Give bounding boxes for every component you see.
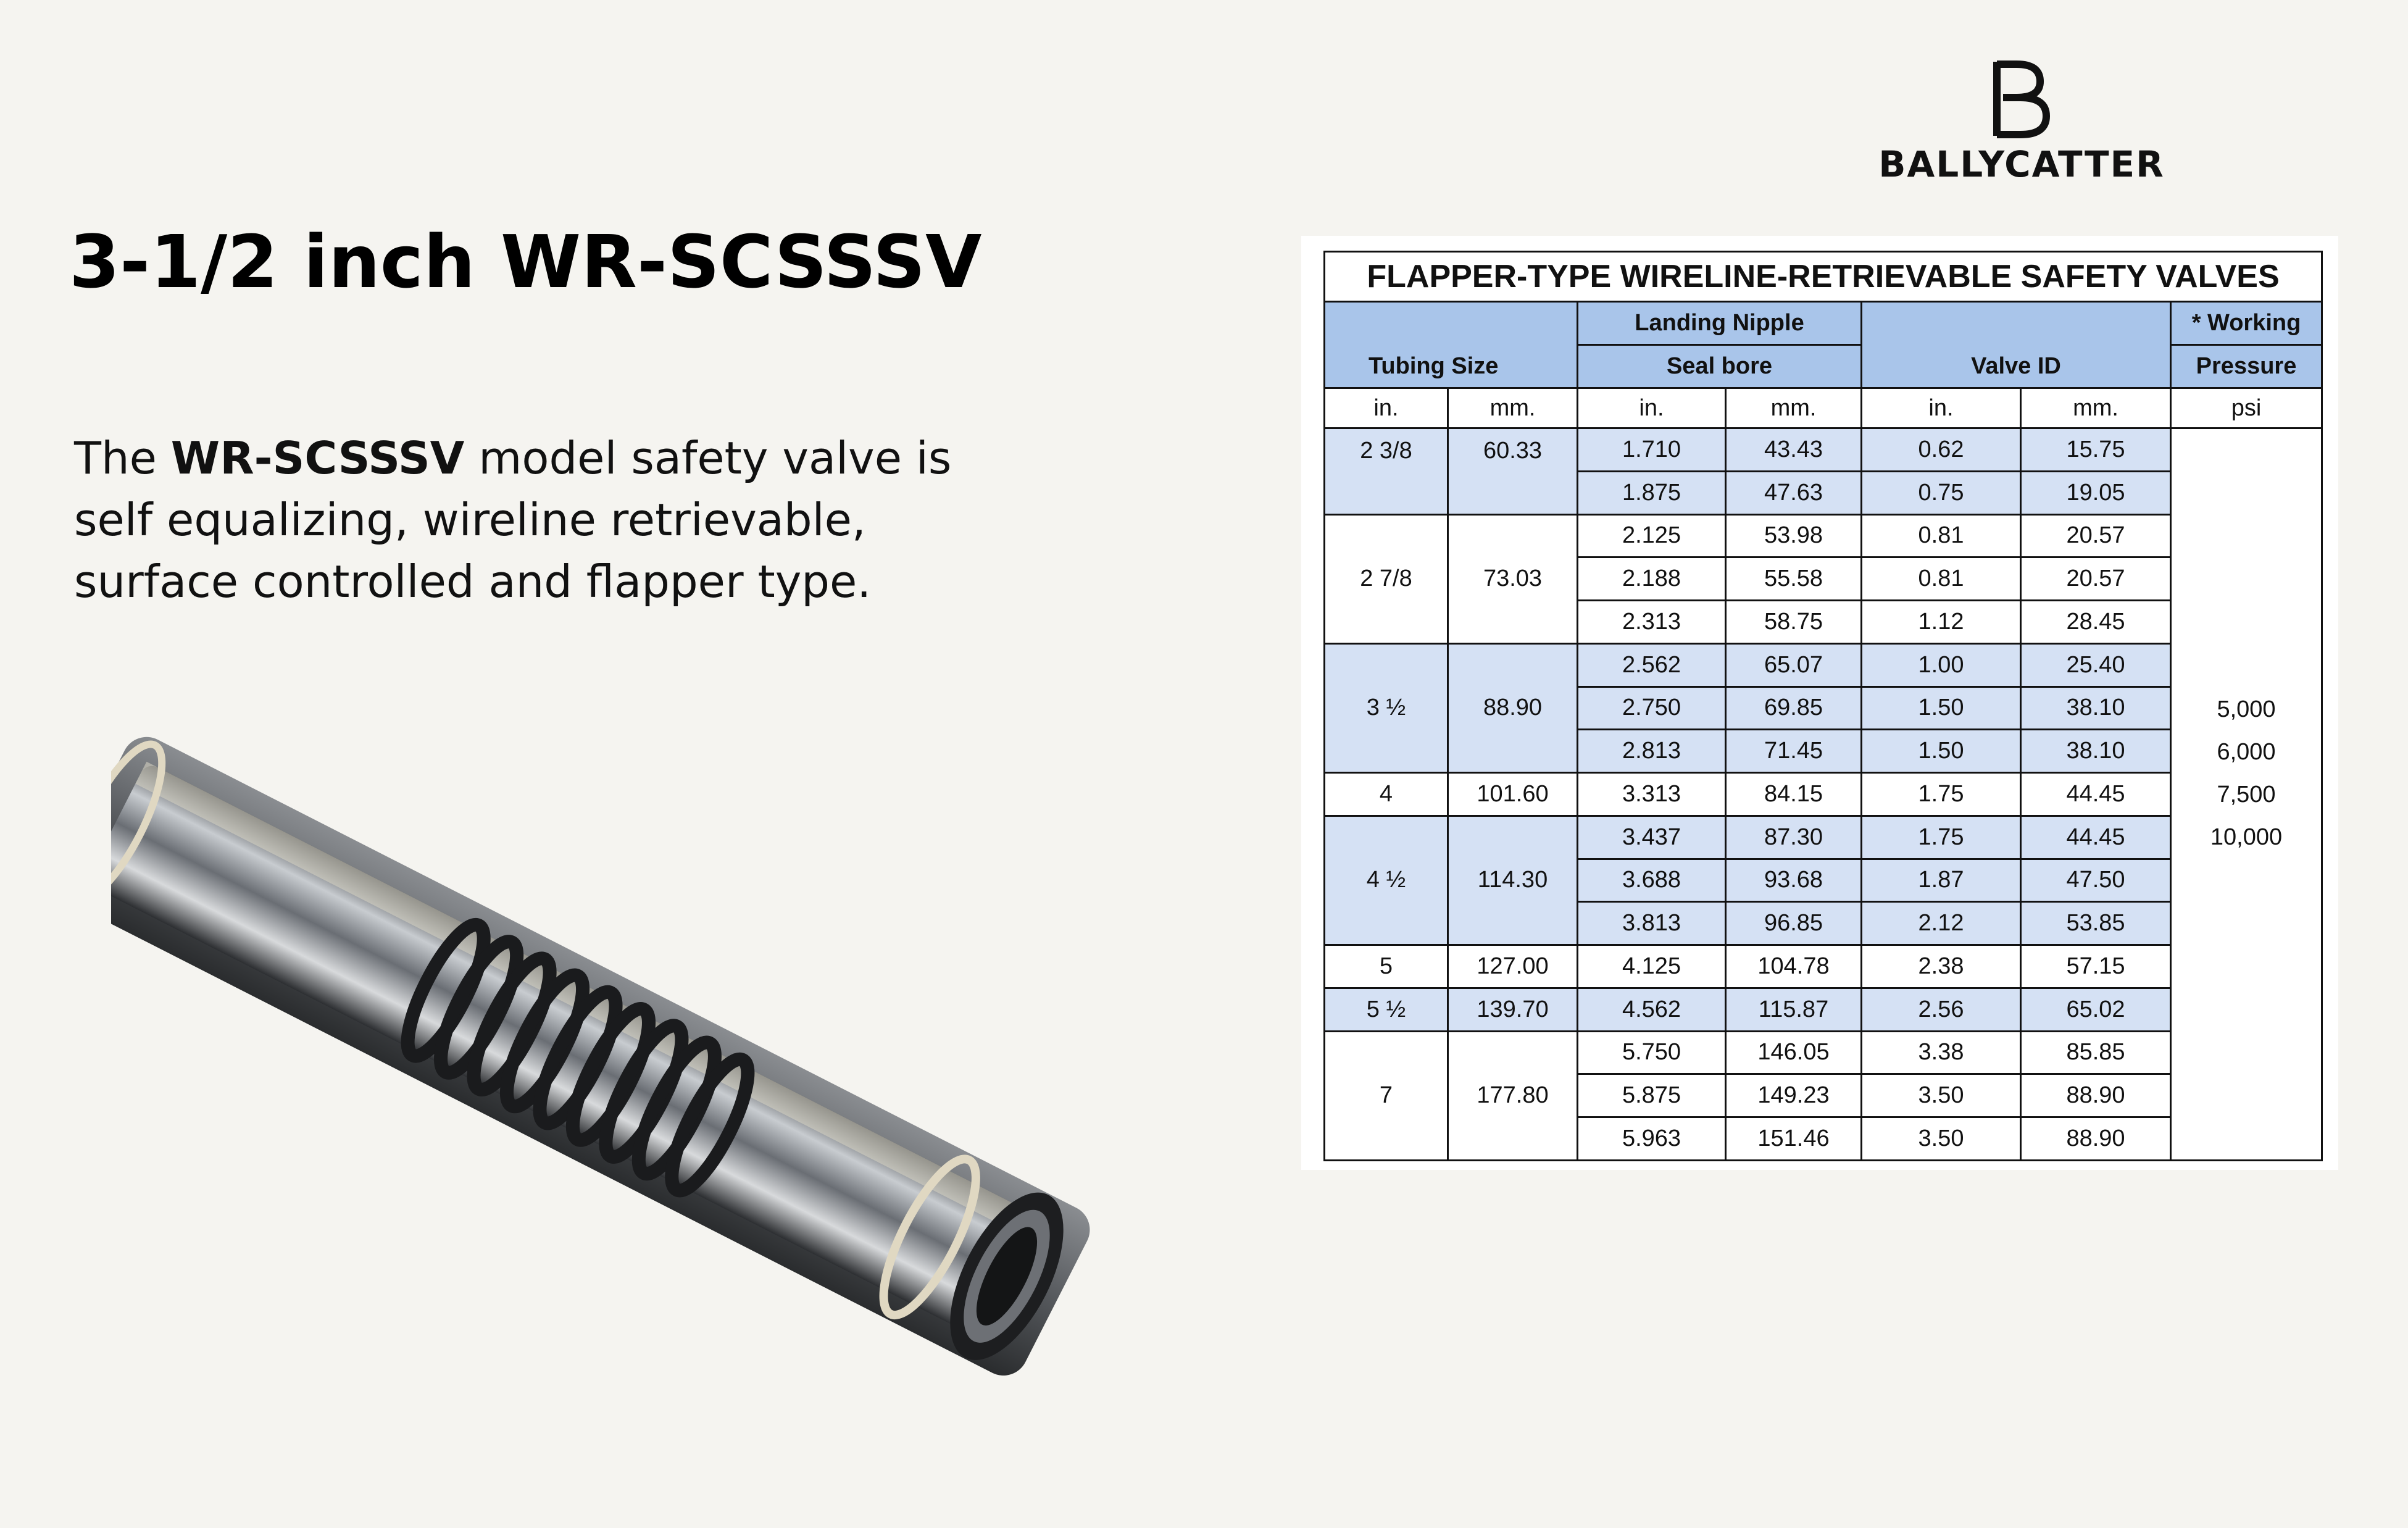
seal-bore-mm: 115.87 xyxy=(1726,988,1862,1031)
unit-cell: psi xyxy=(2171,388,2322,428)
valve-id-in: 3.50 xyxy=(1862,1074,2021,1117)
valve-id-in: 1.75 xyxy=(1862,773,2021,816)
pressure-value: 6,000 xyxy=(2217,739,2276,765)
unit-cell: in. xyxy=(1862,388,2021,428)
units-row xyxy=(1325,388,2322,428)
valve-id-mm: 47.50 xyxy=(2021,859,2171,902)
seal-bore-mm: 58.75 xyxy=(1726,601,1862,644)
valve-id-mm: 19.05 xyxy=(2021,471,2171,514)
tubing-size-mm: 73.03 xyxy=(1448,514,1578,643)
tubing-size-in: 3 ½ xyxy=(1325,643,1448,772)
valve-id-mm: 38.10 xyxy=(2021,730,2171,773)
tubing-size-in: 2 7/8 xyxy=(1325,514,1448,643)
tubing-size-in: 2 3/8 xyxy=(1325,428,1448,515)
valve-id-in: 3.38 xyxy=(1862,1031,2021,1074)
valve-id-mm: 25.40 xyxy=(2021,643,2171,687)
valve-id-in: 0.81 xyxy=(1862,557,2021,601)
seal-bore-mm: 146.05 xyxy=(1726,1031,1862,1074)
tubing-size-mm: 127.00 xyxy=(1448,945,1578,988)
seal-bore-mm: 149.23 xyxy=(1726,1074,1862,1117)
description xyxy=(74,427,969,612)
header-pressure: Pressure xyxy=(2171,345,2322,388)
header-working: * Working xyxy=(2171,302,2322,345)
seal-bore-mm: 87.30 xyxy=(1726,816,1862,859)
seal-bore-in: 4.562 xyxy=(1578,988,1726,1031)
seal-bore-mm: 71.45 xyxy=(1726,730,1862,773)
valve-id-mm: 28.45 xyxy=(2021,601,2171,644)
tubing-size-in: 5 xyxy=(1325,945,1448,988)
valve-id-mm: 88.90 xyxy=(2021,1074,2171,1117)
seal-bore-in: 2.313 xyxy=(1578,601,1726,644)
valve-id-in: 1.87 xyxy=(1862,859,2021,902)
seal-bore-in: 1.710 xyxy=(1578,428,1726,472)
tubing-size-in: 7 xyxy=(1325,1031,1448,1161)
unit-cell: mm. xyxy=(1448,388,1578,428)
table-caption: FLAPPER-TYPE WIRELINE-RETRIEVABLE SAFETY VALVES xyxy=(1325,252,2322,302)
seal-bore-mm: 104.78 xyxy=(1726,945,1862,988)
header-tubing-size: Tubing Size xyxy=(1325,302,1578,388)
header-valve-id: Valve ID xyxy=(1862,302,2171,388)
description-model: WR-SCSSSV xyxy=(170,432,465,484)
seal-bore-in: 5.875 xyxy=(1578,1074,1726,1117)
tubing-size-mm: 101.60 xyxy=(1448,773,1578,816)
seal-bore-in: 2.813 xyxy=(1578,730,1726,773)
seal-bore-in: 5.963 xyxy=(1578,1117,1726,1161)
valve-id-mm: 38.10 xyxy=(2021,687,2171,730)
seal-bore-mm: 65.07 xyxy=(1726,643,1862,687)
unit-cell: in. xyxy=(1325,388,1448,428)
seal-bore-mm: 151.46 xyxy=(1726,1117,1862,1161)
seal-bore-in: 1.875 xyxy=(1578,471,1726,514)
seal-bore-in: 3.437 xyxy=(1578,816,1726,859)
seal-bore-in: 2.750 xyxy=(1578,687,1726,730)
unit-cell: in. xyxy=(1578,388,1726,428)
header-seal-bore: Seal bore xyxy=(1578,345,1862,388)
tubing-size-in: 4 xyxy=(1325,773,1448,816)
valve-id-mm: 20.57 xyxy=(2021,514,2171,557)
ballycatter-logo xyxy=(1858,49,2185,191)
seal-bore-mm: 69.85 xyxy=(1726,687,1862,730)
pressure-value: 5,000 xyxy=(2217,696,2276,722)
valve-id-mm: 65.02 xyxy=(2021,988,2171,1031)
pressure-value: 10,000 xyxy=(2210,824,2283,850)
seal-bore-mm: 55.58 xyxy=(1726,557,1862,601)
valve-id-in: 1.12 xyxy=(1862,601,2021,644)
tubing-size-mm: 177.80 xyxy=(1448,1031,1578,1161)
seal-bore-in: 2.125 xyxy=(1578,514,1726,557)
header-landing-nipple: Landing Nipple xyxy=(1578,302,1862,345)
table-row xyxy=(1325,428,2322,472)
tubing-size-mm: 139.70 xyxy=(1448,988,1578,1031)
valve-id-in: 1.75 xyxy=(1862,816,2021,859)
seal-bore-in: 3.688 xyxy=(1578,859,1726,902)
valve-id-in: 3.50 xyxy=(1862,1117,2021,1161)
valve-id-mm: 20.57 xyxy=(2021,557,2171,601)
valve-id-in: 0.75 xyxy=(1862,471,2021,514)
tubing-size-in: 5 ½ xyxy=(1325,988,1448,1031)
seal-bore-mm: 47.63 xyxy=(1726,471,1862,514)
description-rest: model safety valve is self equalizing, wireline retrievable, surface controlled and flapper type. xyxy=(74,432,952,607)
valve-id-in: 0.62 xyxy=(1862,428,2021,472)
page-title: 3-1/2 inch WR-SCSSSV xyxy=(69,219,982,304)
valve-id-mm: 15.75 xyxy=(2021,428,2171,472)
seal-bore-mm: 84.15 xyxy=(1726,773,1862,816)
valve-id-mm: 57.15 xyxy=(2021,945,2171,988)
valve-id-in: 0.81 xyxy=(1862,514,2021,557)
seal-bore-mm: 96.85 xyxy=(1726,902,1862,945)
tubing-size-in: 4 ½ xyxy=(1325,816,1448,945)
seal-bore-in: 3.813 xyxy=(1578,902,1726,945)
description-prefix: The xyxy=(74,432,171,484)
valve-id-in: 1.00 xyxy=(1862,643,2021,687)
valve-id-in: 2.12 xyxy=(1862,902,2021,945)
seal-bore-in: 2.562 xyxy=(1578,643,1726,687)
pressure-value: 7,500 xyxy=(2217,782,2276,808)
seal-bore-mm: 53.98 xyxy=(1726,514,1862,557)
ballycatter-b-logo-icon xyxy=(1978,56,2065,142)
tubing-size-mm: 88.90 xyxy=(1448,643,1578,772)
safety-valves-table xyxy=(1323,251,2323,1161)
valve-id-mm: 44.45 xyxy=(2021,816,2171,859)
valve-id-in: 2.56 xyxy=(1862,988,2021,1031)
valve-id-mm: 53.85 xyxy=(2021,902,2171,945)
seal-bore-in: 5.750 xyxy=(1578,1031,1726,1074)
safety-valve-cutaway-image xyxy=(111,710,1210,1395)
brand-name: BALLYCATTER xyxy=(1878,143,2165,185)
unit-cell: mm. xyxy=(1726,388,1862,428)
seal-bore-mm: 93.68 xyxy=(1726,859,1862,902)
spec-table-panel xyxy=(1301,236,2338,1170)
seal-bore-in: 4.125 xyxy=(1578,945,1726,988)
valve-id-mm: 85.85 xyxy=(2021,1031,2171,1074)
tubing-size-mm: 114.30 xyxy=(1448,816,1578,945)
seal-bore-mm: 43.43 xyxy=(1726,428,1862,472)
valve-id-in: 2.38 xyxy=(1862,945,2021,988)
valve-id-in: 1.50 xyxy=(1862,730,2021,773)
valve-id-in: 1.50 xyxy=(1862,687,2021,730)
valve-id-mm: 44.45 xyxy=(2021,773,2171,816)
working-pressure-cell xyxy=(2171,428,2322,1161)
tubing-size-mm: 60.33 xyxy=(1448,428,1578,515)
valve-id-mm: 88.90 xyxy=(2021,1117,2171,1161)
seal-bore-in: 2.188 xyxy=(1578,557,1726,601)
seal-bore-in: 3.313 xyxy=(1578,773,1726,816)
unit-cell: mm. xyxy=(2021,388,2171,428)
